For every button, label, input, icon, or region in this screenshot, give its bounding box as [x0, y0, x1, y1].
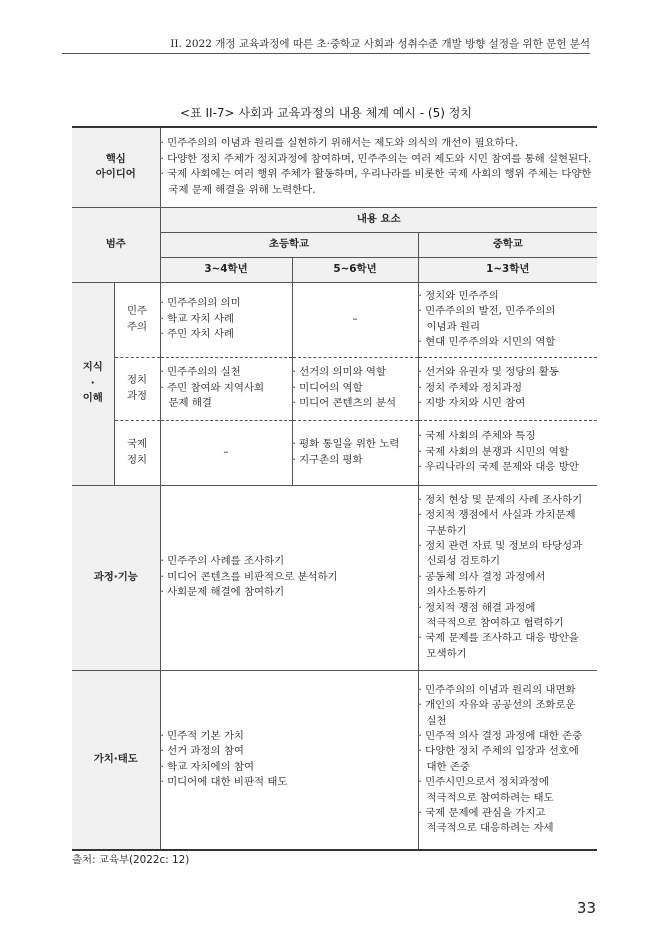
list-item: · 정치 현상 및 문제의 사례 조사하기 — [418, 493, 583, 506]
value-attitude-ms-cell — [418, 670, 597, 850]
grade-3-4-header: 3~4학년 — [160, 257, 292, 282]
elementary-header: 초등학교 — [160, 232, 418, 257]
list-item: · 미디어 콘텐츠를 비판적으로 분석하기 — [160, 570, 338, 583]
list-item: · 개인의 자유와 공공선의 조화로운 실천 — [418, 699, 576, 727]
core-idea-header — [72, 127, 160, 207]
list-item: · 우리나라의 국제 문제와 대응 방안 — [418, 461, 579, 474]
content-elements-header: 내용 요소 — [160, 207, 597, 232]
list-item: · 선거와 유권자 및 정당의 활동 — [418, 366, 559, 379]
subcategory-international-politics — [114, 420, 160, 485]
knowledge-header — [72, 282, 114, 485]
core-idea-label: 핵심 아이디어 — [95, 152, 136, 181]
democracy-ms-cell — [418, 282, 597, 357]
core-ideas-cell — [160, 127, 597, 207]
subcategory-label: 정치 과정 — [126, 374, 148, 402]
running-header: II. 2022 개정 교육과정에 따른 초·중학교 사회과 성취수준 개발 방향 설정을 위한 문헌 분석 — [62, 36, 590, 54]
list-item: · 민주적 의사 결정 과정에 대한 존중 — [418, 729, 583, 742]
list-item: · 지구촌의 평화 — [292, 453, 363, 466]
value-attitude-header: 가치·태도 — [72, 670, 160, 850]
list-item: · 국제 사회의 분쟁과 시민의 역할 — [418, 445, 569, 458]
grade-5-6-header: 5~6학년 — [292, 257, 418, 282]
subcategory-political-process — [114, 357, 160, 420]
list-item: · 민주주의의 의미 — [160, 297, 241, 310]
democracy-g56-cell: – — [292, 282, 418, 357]
page-number: 33 — [576, 899, 596, 917]
process-skill-header: 과정·기능 — [72, 485, 160, 670]
process-skill-ms-cell — [418, 485, 597, 670]
list-item: · 민주주의 사례를 조사하기 — [160, 555, 285, 568]
list-item: · 선거의 의미와 역할 — [292, 366, 387, 379]
list-item: · 학교 자치에의 참여 — [160, 760, 255, 773]
list-item: · 민주주의의 발전, 민주주의의 이념과 원리 — [418, 305, 556, 333]
process-ms-cell — [418, 357, 597, 420]
list-item: · 미디어에 대한 비판적 태도 — [160, 776, 288, 789]
list-item: · 선거 과정의 참여 — [160, 745, 244, 758]
middle-school-header: 중학교 — [418, 232, 597, 257]
list-item: · 국제 사회에는 여러 행위 주체가 활동하며, 우리나라를 비롯한 국제 사회의 행위 주체는 다양한 국제 문제 해결을 위해 노력한다. — [160, 168, 592, 196]
process-skill-elem-cell — [160, 485, 418, 670]
value-attitude-elem-cell — [160, 670, 418, 850]
list-item: · 정치적 쟁점 해결 과정에 적극적으로 참여하고 협력하기 — [418, 601, 564, 629]
intl-g56-cell — [292, 420, 418, 485]
intl-g56-list — [293, 437, 418, 468]
list-item: · 민주주의의 이념과 원리의 내면화 — [418, 683, 576, 696]
list-item: · 현대 민주주의와 시민의 역할 — [418, 335, 556, 348]
core-ideas-list — [161, 136, 598, 198]
table-caption: <표 II-7> 사회과 교육과정의 내용 체계 예시 - (5) 정치 — [180, 106, 472, 120]
list-item: · 정치 주체와 정치과정 — [418, 381, 523, 394]
list-item: · 국제 사회의 주체와 특징 — [418, 430, 536, 443]
list-item: · 국제 문제를 조사하고 대응 방안을 모색하기 — [418, 632, 579, 660]
process-skill-elem-list — [161, 554, 418, 600]
list-item: · 정치와 민주주의 — [418, 289, 499, 302]
list-item: · 정치 관련 자료 및 정보의 타당성과 신뢰성 검토하기 — [418, 540, 583, 568]
democracy-ms-list — [419, 289, 598, 351]
list-item: · 미디어 콘텐츠의 분석 — [292, 397, 397, 410]
process-ms-list — [419, 365, 598, 411]
list-item: · 평화 통일을 위한 노력 — [292, 438, 400, 451]
list-item: · 민주주의의 이념과 원리를 실현하기 위해서는 제도와 의식의 개선이 필요하다. — [160, 137, 519, 150]
list-item: · 민주주의의 실천 — [160, 366, 241, 379]
list-item: · 민주시민으로서 정치과정에 적극적으로 참여하려는 태도 — [418, 776, 554, 804]
list-item: · 주민 자치 사례 — [160, 328, 234, 341]
value-attitude-ms-list — [419, 683, 598, 837]
subcategory-democracy — [114, 282, 160, 357]
list-item: · 주민 참여와 지역사회 문제 해결 — [160, 381, 265, 410]
intl-g34-cell: – — [160, 420, 292, 485]
content-system-table — [72, 126, 597, 851]
list-item: · 국제 문제에 관심을 가지고 적극적으로 대응하려는 자세 — [418, 806, 554, 835]
process-g34-list — [161, 365, 292, 411]
list-item: · 학교 자치 사례 — [160, 312, 234, 325]
process-g34-cell — [160, 357, 292, 420]
democracy-g34-cell — [160, 282, 292, 357]
subcategory-label: 민주 주의 — [126, 305, 148, 333]
subcategory-label: 국제 정치 — [126, 438, 148, 466]
knowledge-label: 지식 · 이해 — [82, 361, 103, 405]
process-g56-list — [293, 365, 418, 411]
list-item: · 사회문제 해결에 참여하기 — [160, 586, 285, 599]
list-item: · 민주적 기본 가치 — [160, 729, 244, 742]
list-item: · 미디어의 역할 — [292, 381, 363, 394]
process-g56-cell — [292, 357, 418, 420]
intl-ms-list — [419, 429, 598, 475]
list-item: · 지방 자치와 시민 참여 — [418, 397, 526, 410]
value-attitude-elem-list — [161, 729, 418, 791]
list-item: · 다양한 정치 주체가 정치과정에 참여하며, 민주주의는 여러 제도와 시민 참여를 통해 실현된다. — [160, 152, 592, 165]
source-note: 출처: 교육부(2022c: 12) — [72, 854, 190, 866]
list-item: · 공동체 의사 결정 과정에서 의사소통하기 — [418, 570, 546, 599]
category-header: 범주 — [72, 207, 160, 282]
grade-1-3-header: 1~3학년 — [418, 257, 597, 282]
process-skill-ms-list — [419, 493, 598, 662]
democracy-g34-list — [161, 296, 292, 342]
list-item: · 정치적 쟁점에서 사실과 가치문제 구분하기 — [418, 509, 576, 537]
intl-ms-cell — [418, 420, 597, 485]
list-item: · 다양한 정치 주체의 입장과 선호에 대한 존중 — [418, 745, 579, 773]
